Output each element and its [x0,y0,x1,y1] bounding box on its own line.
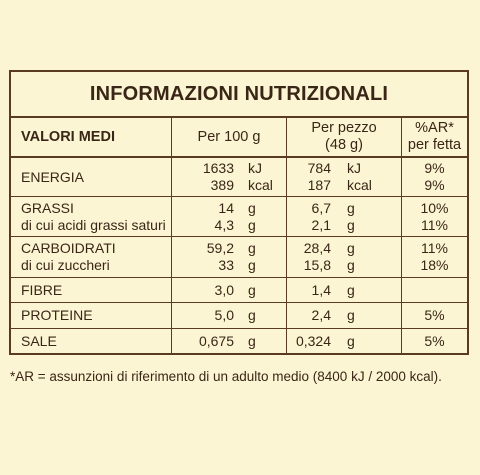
value: 2,4 [311,307,331,323]
row-per100 [171,197,286,236]
unit: g [248,257,256,273]
unit: g [347,199,355,216]
unit: kcal [347,177,372,193]
table-row [11,196,467,236]
ar-value: 5% [424,307,445,323]
unit: g [248,307,256,323]
footnote: *AR = assunzioni di riferimento di un adulto medio (8400 kJ / 2000 kcal). [10,369,442,384]
unit: g [347,216,355,233]
row-ar [401,158,467,196]
ar-value: 9% [424,177,445,193]
value: 1633 [202,160,234,176]
value: 389 [210,177,234,193]
unit: g [347,307,355,323]
header-name: VALORI MEDI [21,128,115,145]
value: 0,675 [198,332,234,349]
row-per-piece [286,329,401,353]
value: 28,4 [303,240,331,256]
ar-value: 11% [421,240,448,256]
unit: kJ [248,160,262,176]
header-ar [401,118,467,156]
header-values-label [11,118,171,156]
row-per100 [171,329,286,353]
value: 15,8 [303,257,331,273]
row-ar [401,237,467,277]
row-per100 [171,278,286,302]
value: 33 [218,257,234,273]
row-ar [401,197,467,236]
ar-value: 18% [420,257,449,273]
nutrient-label: FIBRE [21,281,63,298]
nutrition-table [9,70,469,355]
unit: g [248,240,256,256]
table-row [11,236,467,277]
value: 187 [307,177,331,193]
value: 4,3 [214,216,234,233]
header-per-piece-line1: Per pezzo [311,120,377,136]
value: 5,0 [214,307,234,323]
row-per-piece [286,158,401,196]
ar-value: 9% [424,160,445,176]
row-ar [401,329,467,353]
row-name [11,197,171,236]
ar-value: 5% [424,332,445,349]
unit: g [248,281,256,298]
value: 2,1 [311,216,331,233]
row-name [11,158,171,196]
nutrient-label: GRASSI [21,199,74,216]
ar-value: 11% [421,216,448,233]
table-row [11,328,467,353]
row-ar [401,303,467,328]
header-per100-label: Per 100 g [197,128,261,145]
row-ar [401,278,467,302]
nutrient-sublabel: di cui zuccheri [21,257,110,273]
header-row [11,118,467,156]
header-per-piece-line2: (48 g) [325,137,363,153]
row-per-piece [286,237,401,277]
unit: kJ [347,160,361,176]
unit: g [347,332,355,349]
row-per-piece [286,197,401,236]
unit: g [347,257,355,273]
nutrient-label: ENERGIA [21,168,85,185]
row-name [11,237,171,277]
row-per100 [171,303,286,328]
header-per100 [171,118,286,156]
ar-value: 10% [420,199,449,216]
value: 14 [218,199,234,216]
nutrient-label: CARBOIDRATI [21,240,116,256]
value: 6,7 [311,199,331,216]
value: 784 [307,160,331,176]
row-per100 [171,237,286,277]
unit: g [347,240,355,256]
nutrient-label: SALE [21,332,57,349]
row-name [11,303,171,328]
header-ar-line1: %AR* [415,120,454,136]
value: 0,324 [295,332,331,349]
unit: g [248,199,256,216]
row-name [11,329,171,353]
header-ar-line2: per fetta [407,137,462,153]
nutrient-label: PROTEINE [21,307,93,323]
row-per-piece [286,303,401,328]
table-row [11,302,467,328]
unit: kcal [248,177,273,193]
table-row [11,156,467,196]
unit: g [347,281,355,298]
row-name [11,278,171,302]
unit: g [248,332,256,349]
header-per-piece [286,118,401,156]
table-row [11,277,467,302]
unit: g [248,216,256,233]
value: 3,0 [214,281,234,298]
value: 1,4 [311,281,331,298]
nutrient-sublabel: di cui acidi grassi saturi [21,216,166,233]
value: 59,2 [206,240,234,256]
row-per100 [171,158,286,196]
row-per-piece [286,278,401,302]
table-title: INFORMAZIONI NUTRIZIONALI [11,72,467,118]
